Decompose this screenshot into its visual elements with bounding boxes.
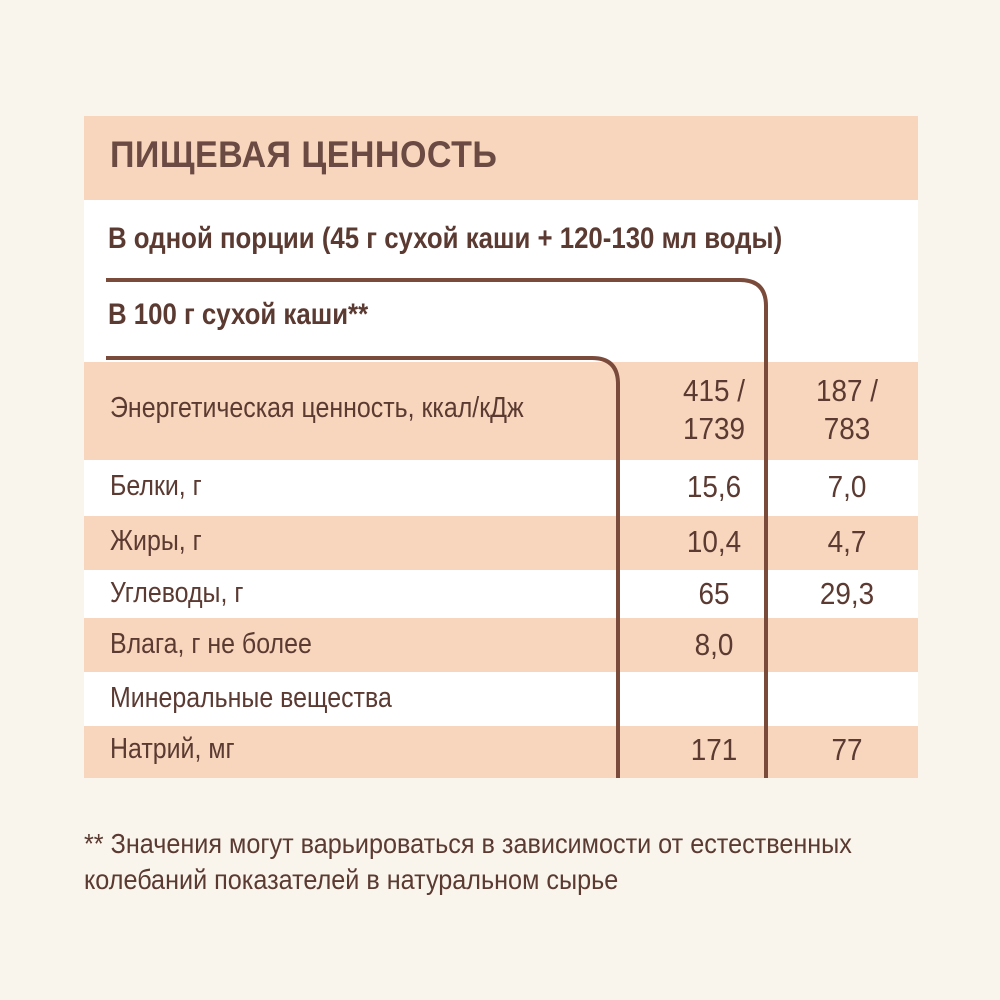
row-label: Минеральные вещества <box>110 682 392 714</box>
per100-value: 171 <box>690 732 738 767</box>
footnote-line: ** Значения могут варьироваться в зависимости от естественных <box>84 828 852 859</box>
row-label: Жиры, г <box>110 525 202 557</box>
header-per-100g: В 100 г сухой каши** <box>108 298 369 331</box>
portion-value: 77 <box>831 732 863 767</box>
footnote <box>84 826 876 898</box>
portion-bracket-line <box>106 280 766 778</box>
row-label: Белки, г <box>110 470 202 502</box>
nutrition-table <box>84 116 918 778</box>
per100-value: 1739 <box>682 411 746 446</box>
header-per-portion: В одной порции (45 г сухой каши + 120-130 мл воды) <box>108 222 783 255</box>
table-title: ПИЩЕВАЯ ЦЕННОСТЬ <box>110 134 498 175</box>
per100-value: 8,0 <box>694 627 734 662</box>
row-label: Углеводы, г <box>110 577 244 609</box>
per100-value: 415 / <box>682 373 746 408</box>
row-label: Энергетическая ценность, ккал/кДж <box>110 392 524 424</box>
per100-value: 65 <box>698 576 730 611</box>
footnote-line: колебаний показателей в натуральном сырье <box>84 864 619 895</box>
portion-value: 4,7 <box>827 524 867 559</box>
portion-value: 29,3 <box>819 576 875 611</box>
portion-value: 187 / <box>815 373 879 408</box>
row-label: Влага, г не более <box>110 628 312 660</box>
bracket-lines <box>84 116 918 778</box>
per100-value: 15,6 <box>686 469 742 504</box>
per100-bracket-line <box>106 358 618 778</box>
per100-value: 10,4 <box>686 524 742 559</box>
row-label: Натрий, мг <box>110 733 235 765</box>
portion-value: 783 <box>823 411 871 446</box>
portion-value: 7,0 <box>827 469 867 504</box>
